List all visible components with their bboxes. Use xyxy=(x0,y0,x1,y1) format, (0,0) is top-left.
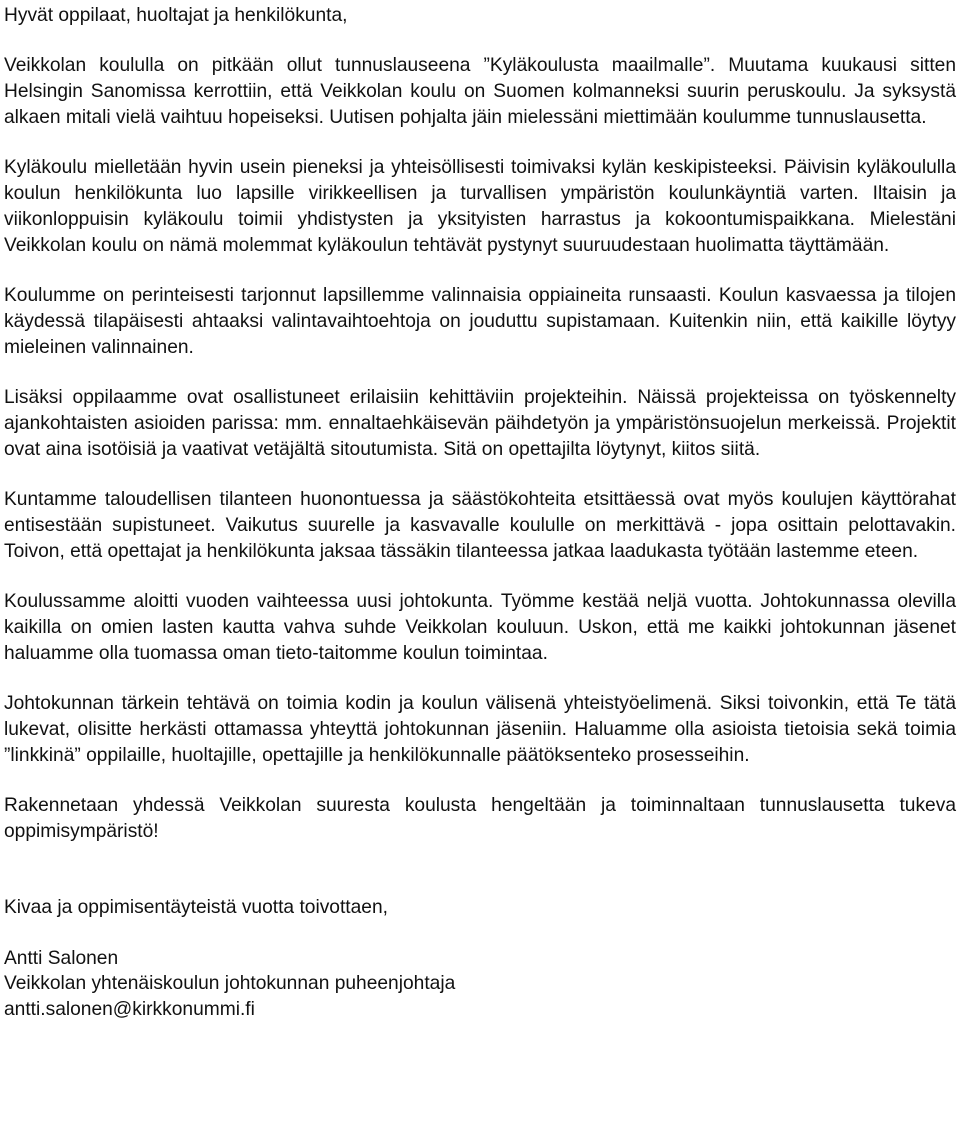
spacer xyxy=(4,869,956,895)
paragraph-finances: Kuntamme taloudellisen tilanteen huonontuessa ja säästökohteita etsittäessä ovat myös koulujen käyttörahat entisestään supistuneet. Vaikutus suurelle ja kasvavalle koululle on merkittävä - jopa osittain pelottavakin. Toivon, että opettajat ja henkilökunta jaksaa tässäkin tilanteessa jatkaa laadukasta työtään lastemme eteen. xyxy=(4,489,956,562)
paragraph-call-to-action: Rakennetaan yhdessä Veikkolan suuresta koulusta hengeltään ja toiminnaltaan tunnuslausetta tukeva oppimisympäristö! xyxy=(4,795,956,842)
paragraph-projects: Lisäksi oppilaamme ovat osallistuneet erilaisiin kehittäviin projekteihin. Näissä projekteissa on työskennelty ajankohtaisten asioiden parissa: mm. ennaltaehkäisevän päihdetyön ja ympäristönsuojelun merkeissä. Projektit ovat aina isotöisiä ja vaativat vetäjältä sitoutumista. Sitä on opettajilta löytynyt, kiitos siitä. xyxy=(4,387,956,460)
letter-document xyxy=(4,3,956,1023)
closing-line: Kivaa ja oppimisentäyteistä vuotta toivottaen, xyxy=(4,897,388,919)
signer-name: Antti Salonen xyxy=(4,947,119,969)
signer-title: Veikkolan yhtenäiskoulun johtokunnan puheenjohtaja xyxy=(4,973,456,995)
paragraph-village-school: Kyläkoulu mielletään hyvin usein pieneksi ja yhteisöllisesti toimivaksi kylän keskipisteeksi. Päivisin kyläkoululla koulun henkilökunta luo lapsille virikkeellisen ja turvallisen ympäristön koulunkäyntiä varten. Iltaisin ja viikonloppuisin kyläkoulu toimii yhdistysten ja yksityisten harrastus ja kokoontumispaikkana. Mielestäni Veikkolan koulu on nämä molemmat kyläkoulun tehtävät pystynyt suuruudestaan huolimatta täyttämään. xyxy=(4,157,956,256)
paragraph-board-task: Johtokunnan tärkein tehtävä on toimia kodin ja koulun välisenä yhteistyöelimenä. Siksi toivonkin, että Te tätä lukevat, olisitte herkästi ottamassa yhteyttä johtokunnan jäseniin. Haluamme olla asioista tietoisia sekä toimia ”linkkinä” oppilaille, huoltajille, opettajille ja henkilökunnalle päätöksenteko prosesseihin. xyxy=(4,693,956,766)
greeting: Hyvät oppilaat, huoltajat ja henkilökunta, xyxy=(4,5,348,26)
paragraph-motto: Veikkolan koululla on pitkään ollut tunnuslauseena ”Kyläkoulusta maailmalle”. Muutama kuukausi sitten Helsingin Sanomissa kerrottiin, että Veikkolan koulu on Suomen kolmanneksi suurin peruskoulu. Ja syksystä alkaen mitali vielä vaihtuu hopeiseksi. Uutisen pohjalta jäin mielessäni miettimään koulumme tunnuslausetta. xyxy=(4,55,956,128)
paragraph-electives: Koulumme on perinteisesti tarjonnut lapsillemme valinnaisia oppiaineita runsaasti. Koulun kasvaessa ja tilojen käydessä tilapäisesti ahtaaksi valintavaihtoehtoja on jouduttu supistamaan. Kuitenkin niin, että kaikille löytyy mieleinen valinnainen. xyxy=(4,285,956,358)
signature-block xyxy=(4,946,956,1023)
signer-email[interactable]: antti.salonen@kirkkonummi.fi xyxy=(4,999,255,1021)
paragraph-new-board: Koulussamme aloitti vuoden vaihteessa uusi johtokunta. Työmme kestää neljä vuotta. Johtokunnassa olevilla kaikilla on omien lasten kautta vahva suhde Veikkolan kouluun. Uskon, että me kaikki johtokunnan jäsenet haluamme olla tuomassa oman tieto-taitomme koulun toimintaa. xyxy=(4,591,956,664)
